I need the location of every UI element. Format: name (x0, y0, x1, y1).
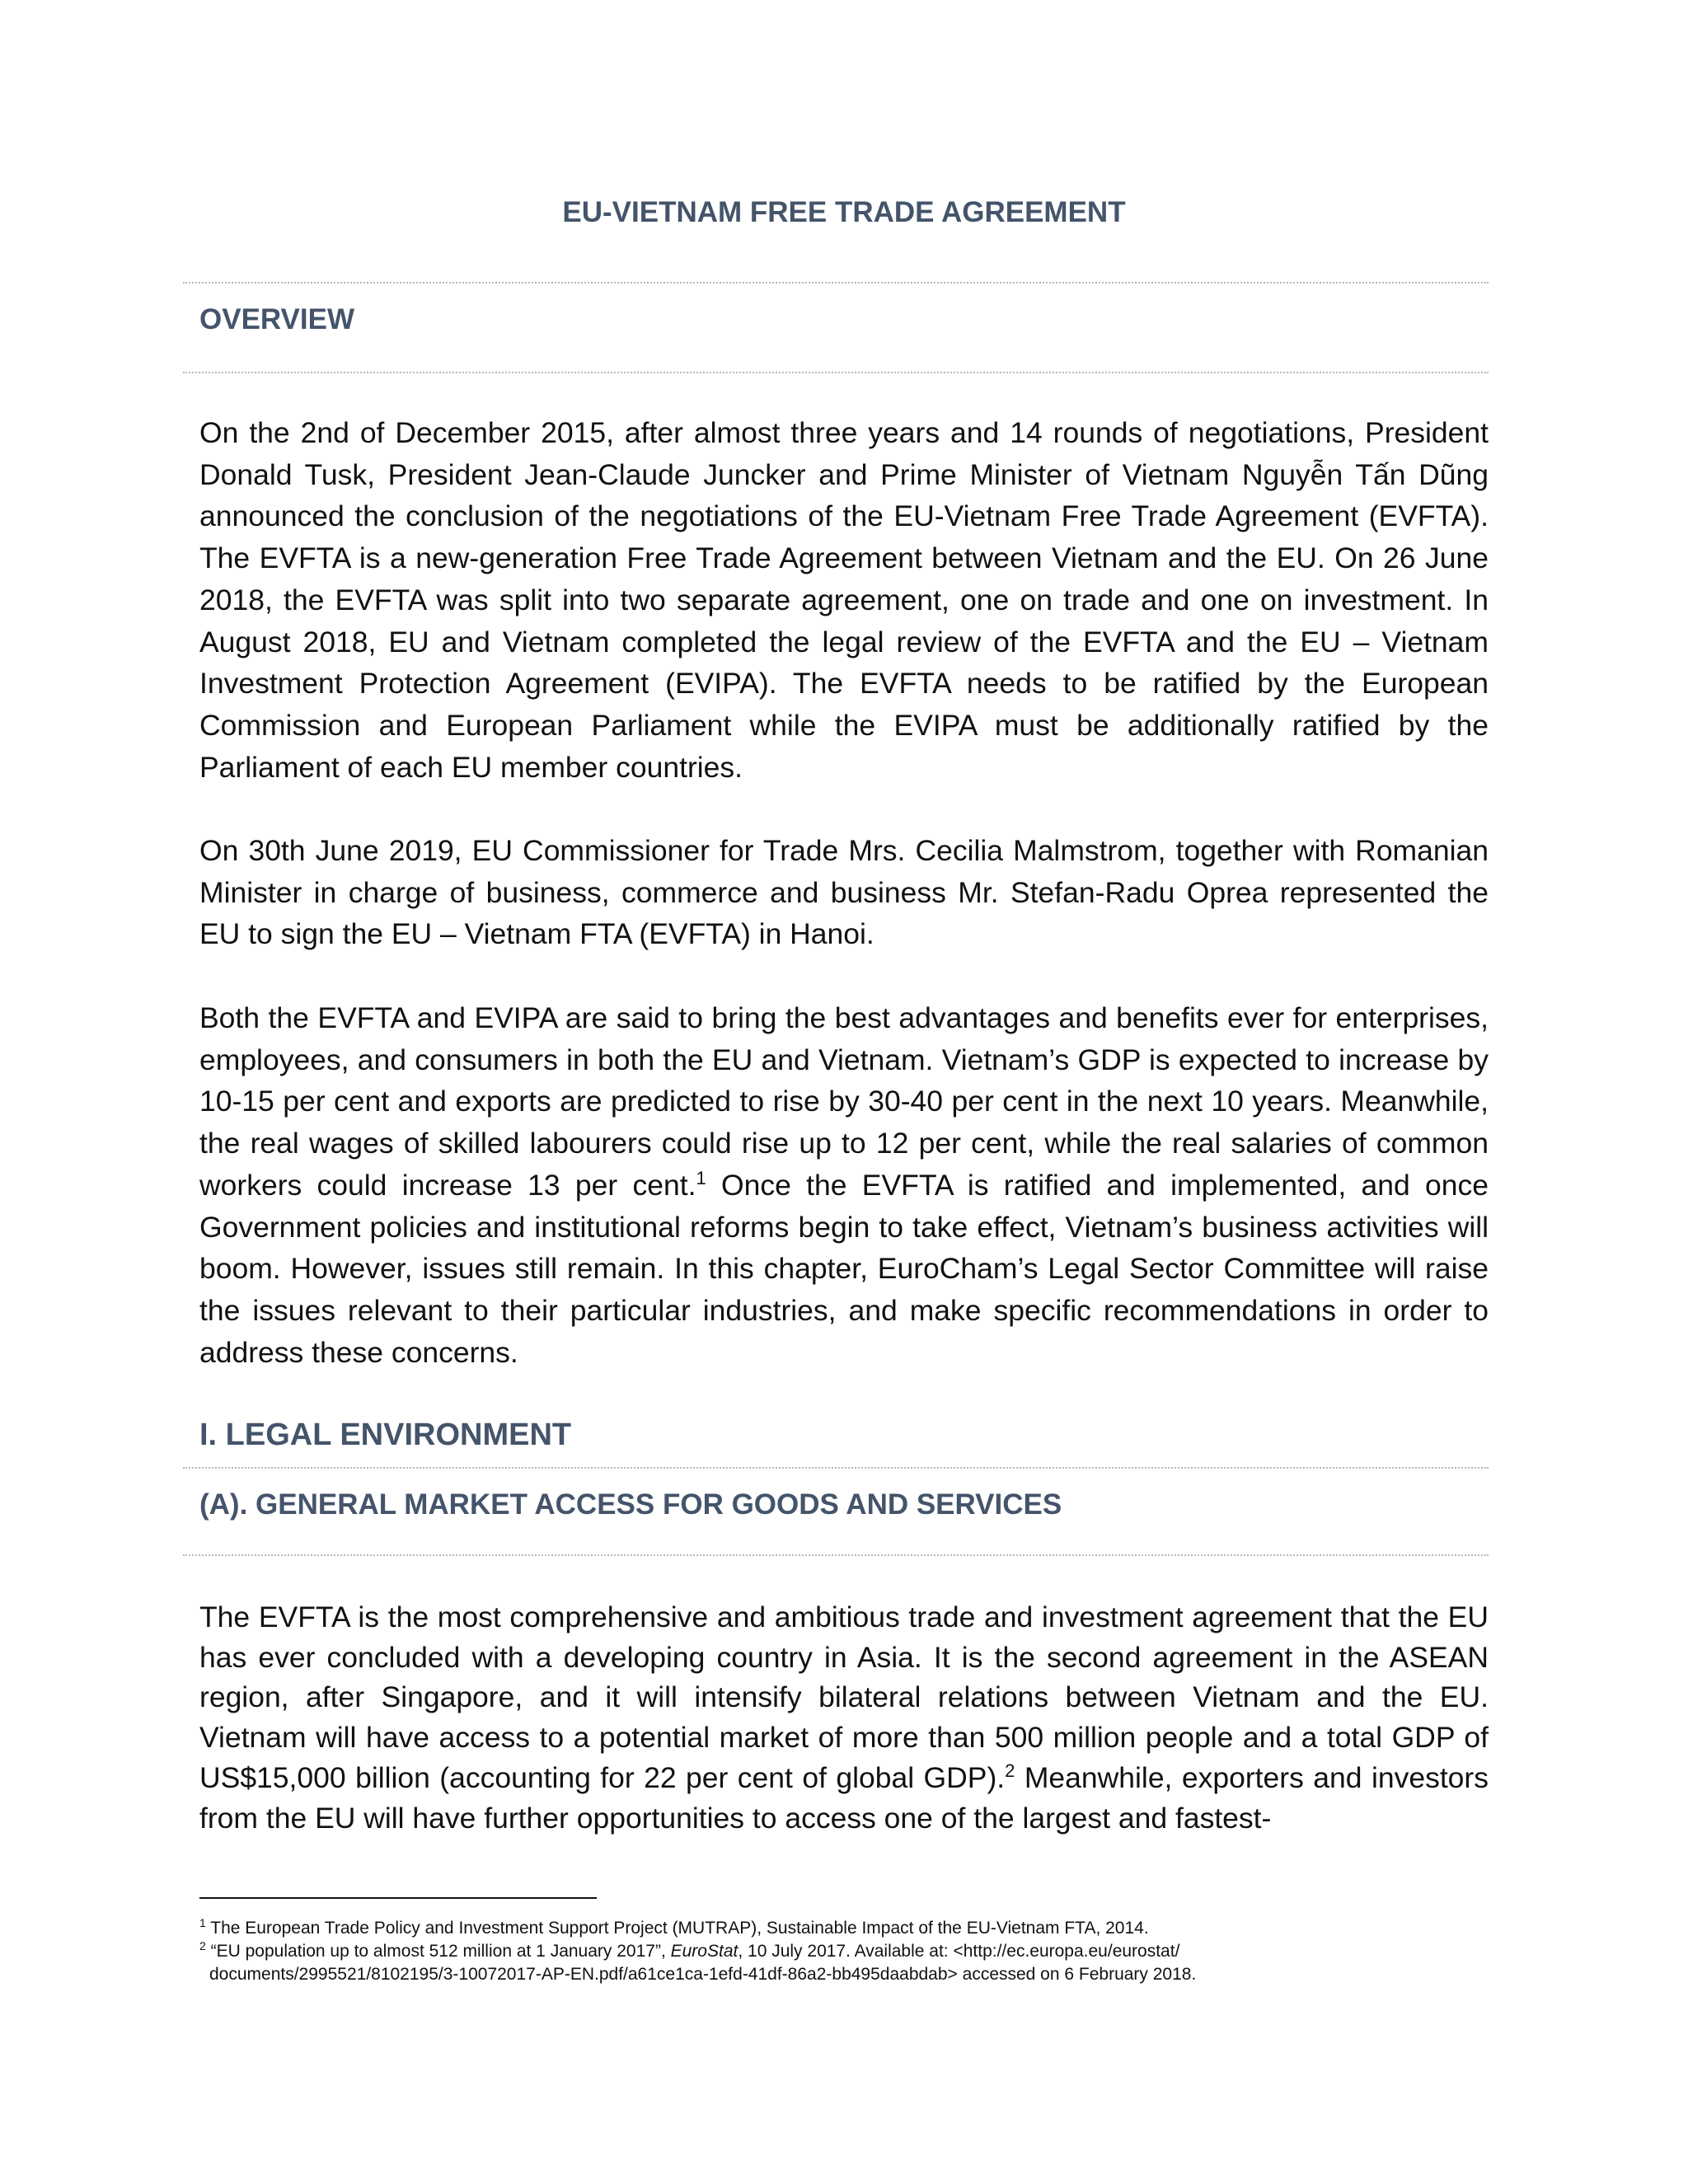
footnote-ref-1: 1 (696, 1167, 706, 1188)
paragraph-benefits (199, 997, 1489, 1373)
divider-market (183, 1554, 1489, 1556)
footnote-ref-2: 2 (1005, 1760, 1015, 1781)
footnote-2-source: EuroStat (670, 1942, 738, 1961)
footnote-1 (199, 1917, 1489, 1940)
paragraph-benefits-text-1: Both the EVFTA and EVIPA are said to bring the best advantages and benefits ever for enterprises, employees, and consumers in both the EU and Vietnam. Vietnam’s GDP is expected to increase by 10-15 per cent and exports are predicted to rise by 30-40 per cent in the next 10 years. Meanwhile, the real wages of skilled labourers could rise up to 12 per cent, while the real salaries of common workers could increase 13 per cent. (199, 1001, 1489, 1202)
paragraph-market-access (199, 1597, 1489, 1838)
paragraph-market-access-text-2: Meanwhile, exporters and investors from the EU will have further opportunities to access one of the largest and fastest- (199, 1760, 1489, 1835)
footnote-2 (199, 1940, 1489, 1986)
divider-legal (183, 1467, 1489, 1469)
document-title: EU-VIETNAM FREE TRADE AGREEMENT (562, 196, 1126, 228)
paragraph-market-access-text-1: The EVFTA is the most comprehensive and ambitious trade and investment agreement that the EU has ever concluded with a developing country in Asia. It is the second agreement in the ASEAN region, after Singapore, and it will intensify bilateral relations between Vietnam and the EU. Vietnam will have access to a potential market of more than 500 million people and a total GDP of US$15,000 billion (accounting for 22 per cent of global GDP). (199, 1601, 1489, 1794)
paragraph-signing: On 30th June 2019, EU Commissioner for Trade Mrs. Cecilia Malmstrom, together with Romanian Minister in charge of business, commerce and business Mr. Stefan-Radu Oprea represented the EU to sign the EU – Vietnam FTA (EVFTA) in Hanoi. (199, 834, 1489, 951)
footnote-1-text: The European Trade Policy and Investment Support Project (MUTRAP), Sustainable Impact of the EU-Vietnam FTA, 2014. (205, 1919, 1149, 1938)
subsection-heading-market-access: (A). GENERAL MARKET ACCESS FOR GOODS AND SERVICES (199, 1488, 1062, 1521)
footnote-separator (199, 1897, 597, 1899)
paragraph-negotiations: On the 2nd of December 2015, after almost three years and 14 rounds of negotiations, President Donald Tusk, President Jean-Claude Juncker and Prime Minister of Vietnam Nguyễn Tấn Dũng announced the conclusion of the negotiations of the EU-Vietnam Free Trade Agreement (EVFTA). The EVFTA is a new-generation Free Trade Agreement between Vietnam and the EU. On 26 June 2018, the EVFTA was split into two separate agreement, one on trade and one on investment. In August 2018, EU and Vietnam completed the legal review of the EVFTA and the EU – Vietnam Investment Protection Agreement (EVIPA). The EVFTA needs to be ratified by the European Commission and European Parliament while the EVIPA must be additionally ratified by the Parliament of each EU member countries. (199, 416, 1489, 784)
divider-top (183, 282, 1489, 284)
footnote-2-number: 2 (199, 1939, 206, 1952)
footnote-1-number: 1 (199, 1916, 206, 1929)
overview-heading: OVERVIEW (199, 303, 355, 335)
footnote-2-text-c: documents/2995521/8102195/3-10072017-AP-EN.pdf/a61ce1ca-1efd-41df-86a2-bb495daabdab> accessed on 6 February 2018. (209, 1965, 1197, 1984)
paragraph-benefits-text-2: Once the EVFTA is ratified and implemented, and once Government policies and institutional reforms begin to take effect, Vietnam’s business activities will boom. However, issues still remain. In this chapter, EuroCham’s Legal Sector Committee will raise the issues relevant to their particular industries, and make specific recommendations in order to address these concerns. (199, 1168, 1489, 1369)
divider-overview (183, 372, 1489, 373)
footnote-2-text-a: “EU population up to almost 512 million at 1 January 2017”, (205, 1942, 671, 1961)
section-heading-legal-environment: I. LEGAL ENVIRONMENT (199, 1418, 572, 1452)
footnote-2-text-b: , 10 July 2017. Available at: <http://ec.europa.eu/eurostat/ (738, 1942, 1180, 1961)
